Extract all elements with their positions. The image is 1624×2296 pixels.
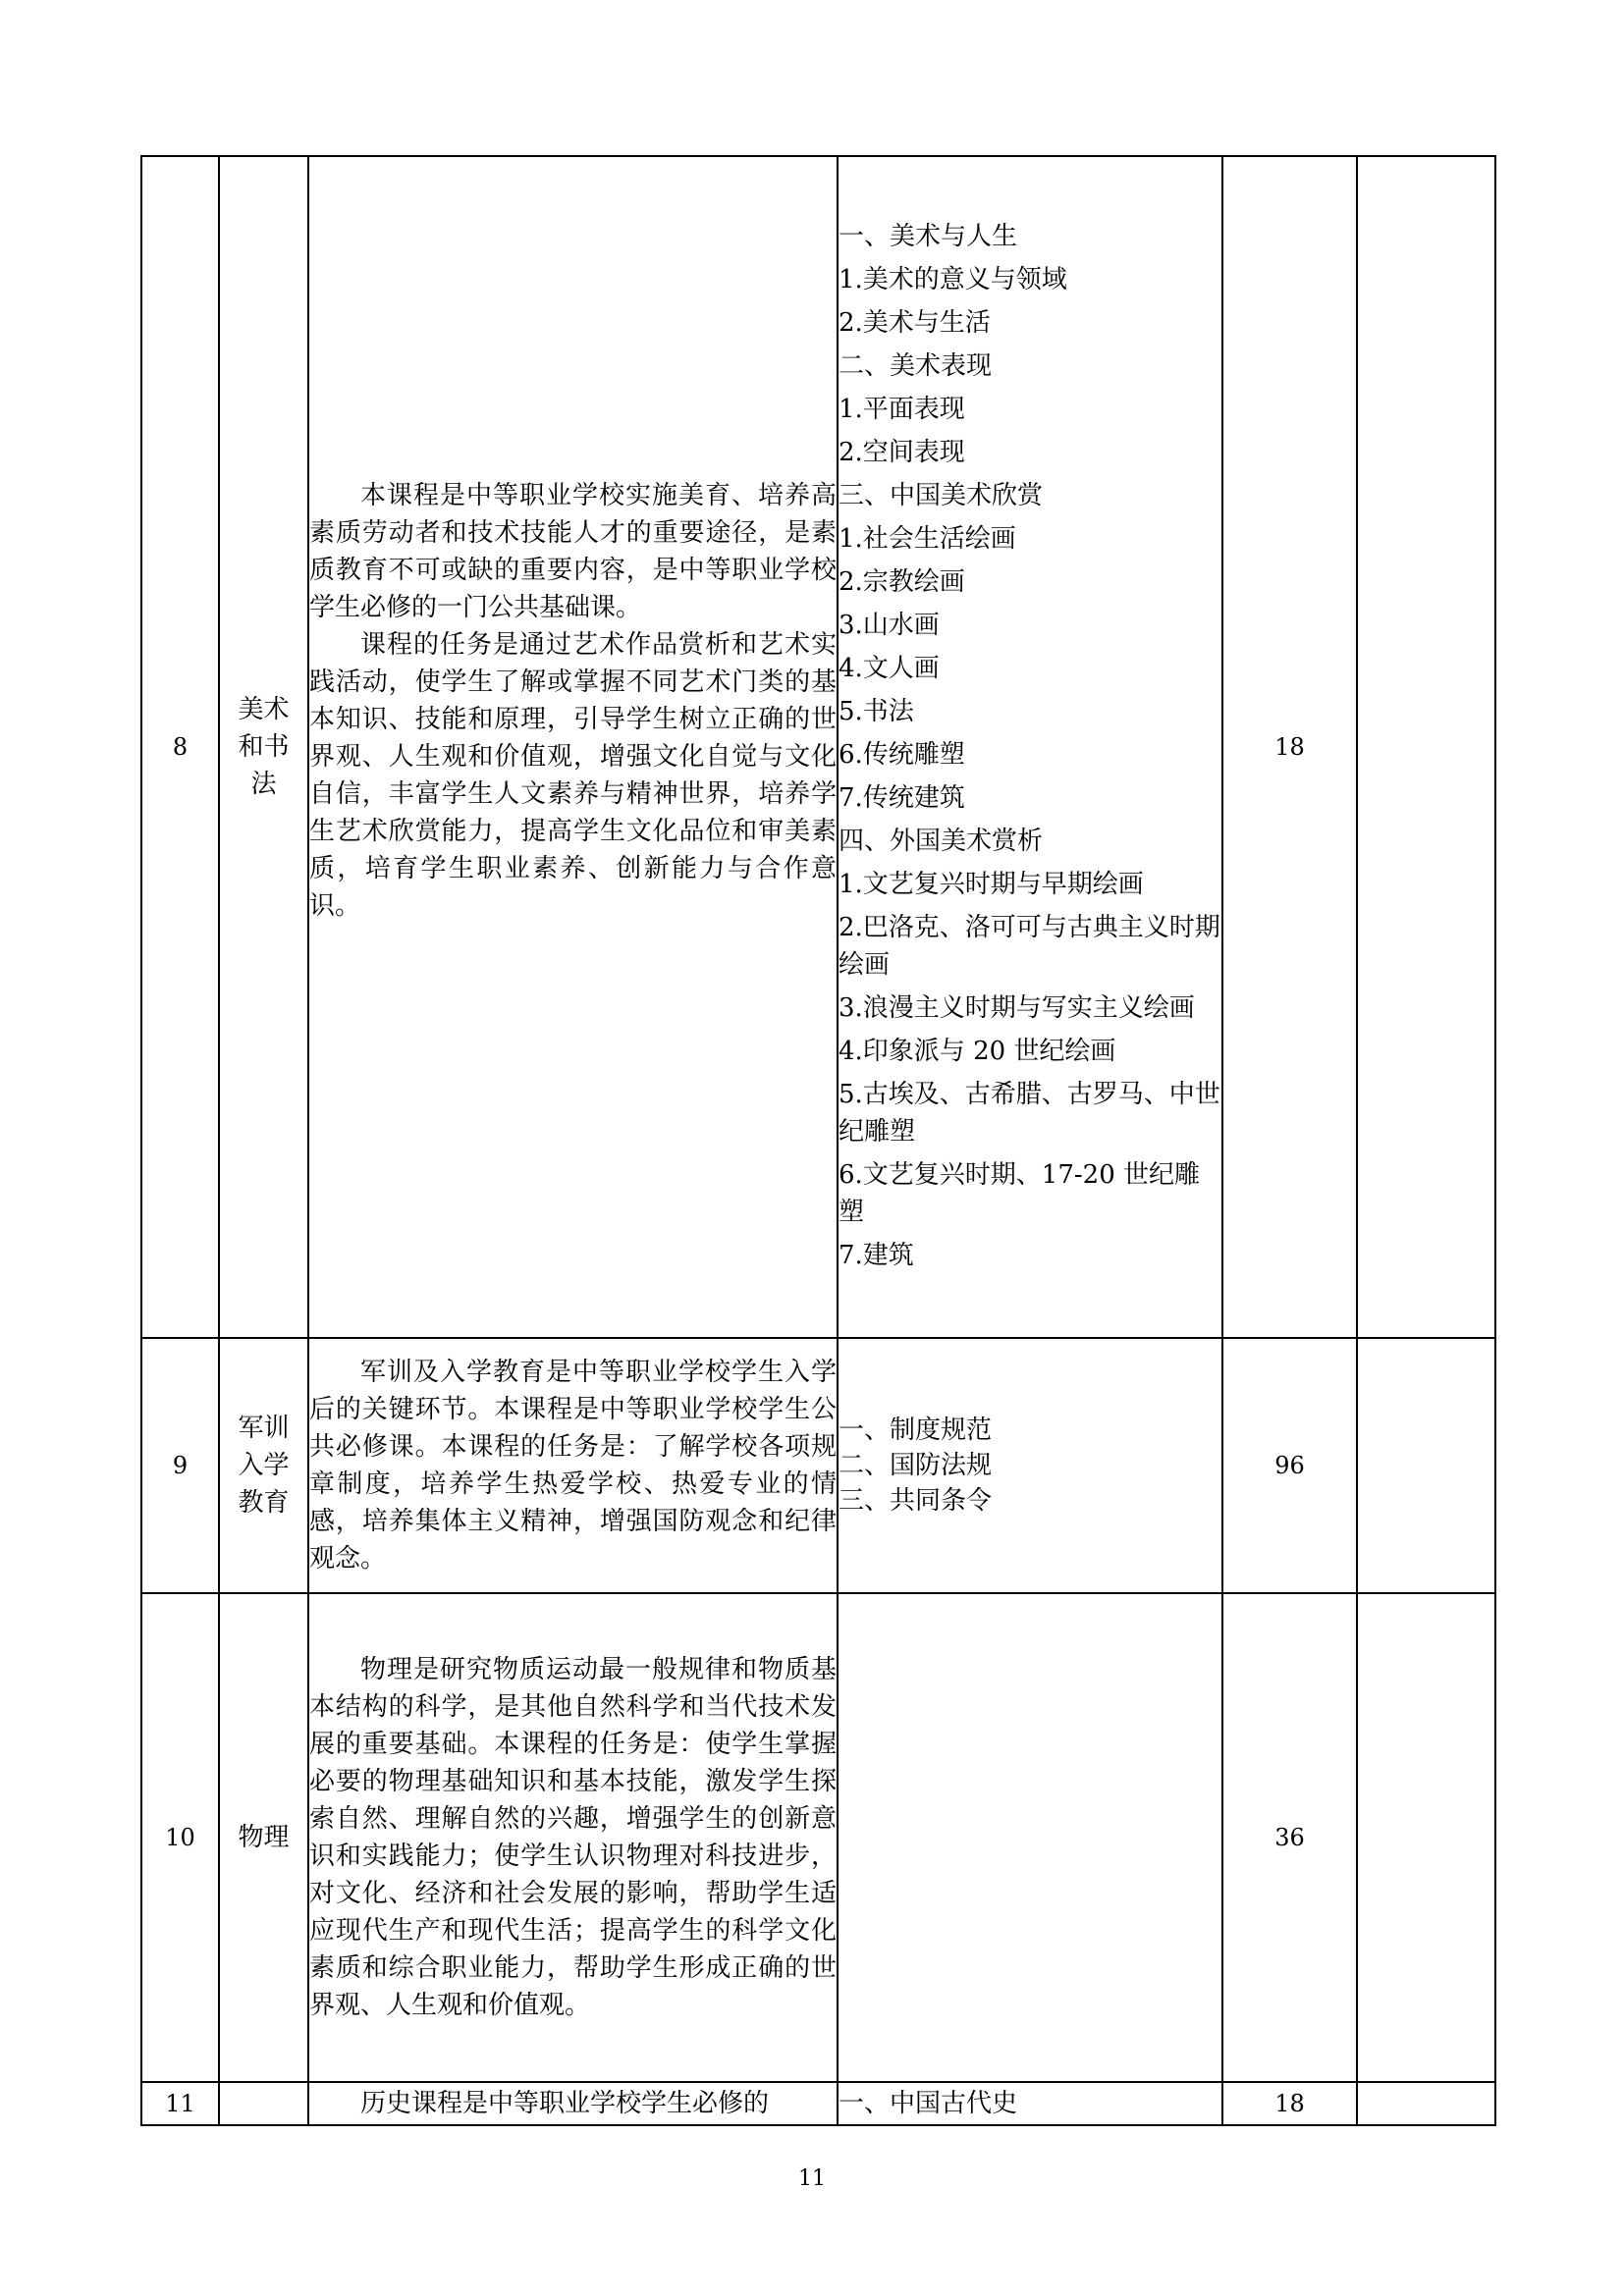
content-item: 5.书法	[839, 697, 914, 726]
content-item: 7.建筑	[839, 1241, 914, 1270]
course-hours: 18	[1222, 2082, 1357, 2125]
content-item: 2.空间表现	[839, 438, 965, 467]
course-notes	[1357, 156, 1495, 1338]
content-item: 1.文艺复兴时期与早期绘画	[839, 870, 1144, 899]
content-item: 7.传统建筑	[839, 783, 965, 813]
course-name-text: 军训入学教育	[238, 1414, 290, 1518]
course-name	[219, 1338, 308, 1593]
course-table	[140, 155, 1496, 2126]
content-item: 1.社会生活绘画	[839, 524, 1016, 554]
table-row	[141, 156, 1495, 1338]
description-paragraph: 军训及入学教育是中等职业学校学生入学后的关键环节。本课程是中等职业学校学生公共必修课。本课程的任务是：了解学校各项规章制度，培养学生热爱学校、热爱专业的情感，培养集体主义精神，增强国防观念和纪律观念。	[309, 1358, 837, 1574]
course-name	[219, 156, 308, 1338]
page-number: 11	[798, 2166, 826, 2191]
content-item: 一、制度规范	[839, 1415, 993, 1445]
content-item: 三、共同条令	[839, 1486, 993, 1516]
row-number: 9	[141, 1338, 219, 1593]
course-name: 物理	[219, 1593, 308, 2082]
course-hours: 36	[1222, 1593, 1357, 2082]
course-content	[838, 1593, 1222, 2082]
content-item: 4.印象派与 20 世纪绘画	[839, 1037, 1116, 1066]
course-content	[838, 2082, 1222, 2125]
row-number: 8	[141, 156, 219, 1338]
content-item: 2.美术与生活	[839, 308, 991, 338]
description-paragraph: 课程的任务是通过艺术作品赏析和艺术实践活动，使学生了解或掌握不同艺术门类的基本知识、技能和原理，引导学生树立正确的世界观、人生观和价值观，增强文化自觉与文化自信，丰富学生人文素养与精神世界，培养学生艺术欣赏能力，提高学生文化品位和审美素质，培育学生职业素养、创新能力与合作意识。	[309, 630, 837, 921]
table-row	[141, 1593, 1495, 2082]
description-paragraph: 历史课程是中等职业学校学生必修的	[360, 2089, 770, 2118]
content-item: 5.古埃及、古希腊、古罗马、中世纪雕塑	[839, 1080, 1220, 1147]
content-item: 二、美术表现	[839, 351, 993, 381]
course-hours: 96	[1222, 1338, 1357, 1593]
content-item: 3.山水画	[839, 611, 940, 640]
course-description	[308, 1593, 838, 2082]
row-number: 11	[141, 2082, 219, 2125]
row-number: 10	[141, 1593, 219, 2082]
course-content	[838, 1338, 1222, 1593]
course-hours: 18	[1222, 156, 1357, 1338]
course-name-text: 美术和书法	[238, 695, 290, 799]
course-notes	[1357, 1338, 1495, 1593]
content-item: 6.文艺复兴时期、17-20 世纪雕塑	[839, 1160, 1201, 1227]
content-item: 6.传统雕塑	[839, 740, 965, 770]
content-item: 二、国防法规	[839, 1451, 993, 1480]
content-item: 2.宗教绘画	[839, 567, 965, 597]
table-row	[141, 2082, 1495, 2125]
course-content	[838, 156, 1222, 1338]
content-item: 4.文人画	[839, 654, 940, 683]
content-item: 1.平面表现	[839, 395, 965, 424]
course-notes	[1357, 2082, 1495, 2125]
course-notes	[1357, 1593, 1495, 2082]
content-item: 一、中国古代史	[839, 2089, 1018, 2118]
description-paragraph: 本课程是中等职业学校实施美育、培养高素质劳动者和技术技能人才的重要途径，是素质教育不可或缺的重要内容，是中等职业学校学生必修的一门公共基础课。	[309, 481, 837, 622]
course-description	[308, 1338, 838, 1593]
course-description	[308, 2082, 838, 2125]
table-row	[141, 1338, 1495, 1593]
content-item: 3.浪漫主义时期与写实主义绘画	[839, 993, 1195, 1023]
content-item: 2.巴洛克、洛可可与古典主义时期绘画	[839, 913, 1220, 980]
course-description	[308, 156, 838, 1338]
content-item: 四、外国美术赏析	[839, 827, 1044, 856]
content-item: 一、美术与人生	[839, 222, 1018, 251]
content-item: 1.美术的意义与领域	[839, 265, 1067, 294]
description-paragraph: 物理是研究物质运动最一般规律和物质基本结构的科学，是其他自然科学和当代技术发展的重要基础。本课程的任务是：使学生掌握必要的物理基础知识和基本技能，激发学生探索自然、理解自然的兴趣，增强学生的创新意识和实践能力；使学生认识物理对科技进步，对文化、经济和社会发展的影响，帮助学生适应现代生产和现代生活；提高学生的科学文化素质和综合职业能力，帮助学生形成正确的世界观、人生观和价值观。	[309, 1655, 837, 2020]
course-name	[219, 2082, 308, 2125]
content-item: 三、中国美术欣赏	[839, 481, 1044, 510]
